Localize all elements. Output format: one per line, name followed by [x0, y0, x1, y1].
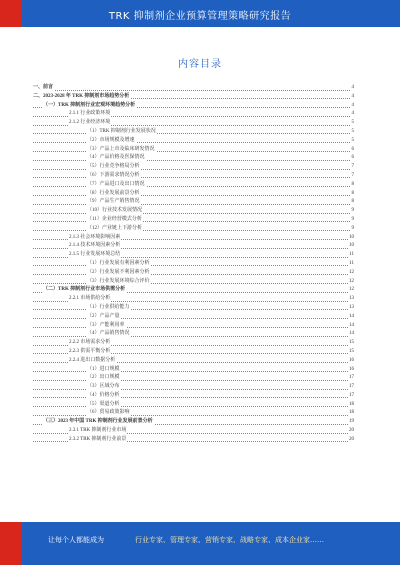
toc-entry-label: （2）产品产量	[87, 313, 121, 322]
toc-entry[interactable]	[33, 146, 354, 155]
toc-entry[interactable]	[33, 93, 354, 102]
toc-leader-dots	[33, 318, 354, 319]
toc-entry[interactable]	[33, 119, 354, 128]
toc-entry-page: 16	[348, 366, 354, 375]
toc-entry[interactable]	[33, 154, 354, 163]
toc-entry-label: （6）下游需求情况分析	[87, 172, 141, 181]
toc-leader-dots	[33, 177, 354, 178]
toc-entry-label: 2.1.1 行业政策环境	[69, 110, 111, 119]
toc-entry-label: 2.2.4 进出口数据分析	[69, 357, 116, 366]
toc-entry-label: （6）贸易政策影响	[87, 409, 131, 418]
toc-entry[interactable]	[33, 181, 354, 190]
toc-entry-page: 14	[348, 313, 354, 322]
toc-entry-page: 20	[348, 436, 354, 445]
toc-entry[interactable]	[33, 225, 354, 234]
toc-entry[interactable]	[33, 216, 354, 225]
toc-entry[interactable]	[33, 172, 354, 181]
toc-entry[interactable]	[33, 366, 354, 375]
toc-entry[interactable]	[33, 339, 354, 348]
toc-entry[interactable]	[33, 207, 354, 216]
toc-entry-label: （一）TRK 抑制剂行业宏观环境趋势分析	[43, 102, 136, 111]
toc-entry-label: （4）产品价格及医保情况	[87, 154, 146, 163]
toc-entry[interactable]	[33, 260, 354, 269]
toc-entry[interactable]	[33, 330, 354, 339]
report-title: TRK 抑制剂企业预算管理策略研究报告	[108, 11, 292, 22]
toc-leader-dots	[33, 186, 354, 187]
toc-leader-dots	[33, 221, 354, 222]
toc-entry-page: 10	[348, 234, 354, 243]
toc-entry[interactable]	[33, 190, 354, 199]
toc-entry[interactable]	[33, 374, 354, 383]
toc-entry[interactable]	[33, 357, 354, 366]
toc-entry[interactable]	[33, 110, 354, 119]
toc-entry[interactable]	[33, 278, 354, 287]
toc-leader-dots	[33, 151, 354, 152]
toc-leader-dots	[33, 406, 354, 407]
toc-entry-page: 7	[351, 163, 355, 172]
header-bar	[0, 0, 400, 27]
toc-entry-page: 14	[348, 330, 354, 339]
toc-entry-page: 6	[351, 146, 355, 155]
footer-bar	[0, 522, 400, 565]
toc-entry-label: （4）价格分析	[87, 392, 121, 401]
toc-entry-page: 18	[348, 409, 354, 418]
toc-entry-label: （5）行业竞争格局分析	[87, 163, 141, 172]
toc-entry-page: 11	[348, 260, 354, 269]
toc-entry-page: 18	[348, 401, 354, 410]
toc-entry-label: （10）行业技术发展情况	[87, 207, 143, 216]
toc-entry[interactable]	[33, 102, 354, 111]
toc-entry[interactable]	[33, 436, 354, 445]
toc-entry-label: （三）2023 年中国 TRK 抑制剂行业发展前景分析	[43, 418, 154, 427]
toc-entry-page: 16	[348, 357, 354, 366]
toc-entry-page: 8	[351, 181, 355, 190]
toc-entry-label: 2.1.3 社会环境影响因素	[69, 234, 121, 243]
toc-entry[interactable]	[33, 304, 354, 313]
toc-entry[interactable]	[33, 234, 354, 243]
toc-entry[interactable]	[33, 84, 354, 93]
toc-leader-dots	[33, 142, 354, 143]
toc-entry-label: （1）行业供给能力	[87, 304, 131, 313]
toc-entry-label: （9）产品生产销售情况	[87, 198, 141, 207]
toc-entry-label: （7）产品进口及出口情况	[87, 181, 146, 190]
toc-entry-label: （2）出口规模	[87, 374, 121, 383]
toc-leader-dots	[33, 371, 354, 372]
toc-entry-label: 一、前言	[33, 84, 54, 93]
toc-entry-page: 15	[348, 339, 354, 348]
toc-leader-dots	[33, 309, 354, 310]
toc-entry-label: （3）行业发展环境综合评价	[87, 278, 151, 287]
toc-leader-dots	[33, 415, 354, 416]
footer-accent	[0, 522, 22, 565]
toc-entry[interactable]	[33, 198, 354, 207]
toc-entry[interactable]	[33, 401, 354, 410]
toc-entry-page: 14	[348, 322, 354, 331]
toc-entry-label: 2.2.3 供需平衡分析	[69, 348, 111, 357]
toc-entry[interactable]	[33, 286, 354, 295]
toc-entry-page: 17	[348, 383, 354, 392]
toc-entry[interactable]	[33, 269, 354, 278]
toc-entry[interactable]	[33, 163, 354, 172]
toc-entry-page: 6	[351, 154, 355, 163]
toc-entry-label: （1）行业发展有利因素分析	[87, 260, 151, 269]
toc-entry-page: 9	[351, 216, 355, 225]
toc-entry-page: 5	[351, 119, 355, 128]
toc-entry-page: 7	[351, 172, 355, 181]
toc-heading: 内容目录	[178, 59, 222, 70]
toc-leader-dots	[33, 389, 354, 390]
toc-entry-page: 10	[348, 242, 354, 251]
toc-entry-page: 4	[351, 93, 355, 102]
toc-entry-page: 9	[351, 225, 355, 234]
toc-leader-dots	[33, 213, 354, 214]
toc-leader-dots	[33, 169, 354, 170]
toc-entry-label: （11）企业经营模式分析	[87, 216, 143, 225]
toc-entry[interactable]	[33, 427, 354, 436]
toc-entry[interactable]	[33, 383, 354, 392]
toc-entry-label: （二）TRK 抑制剂行业市场供需分析	[43, 286, 126, 295]
toc-entry-label: 2.1.5 行业发展环境总结	[69, 251, 121, 260]
toc-leader-dots	[33, 230, 354, 231]
toc-entry-page: 5	[351, 128, 355, 137]
toc-entry[interactable]	[33, 251, 354, 260]
toc-leader-dots	[33, 133, 354, 134]
toc-entry-page: 13	[348, 295, 354, 304]
toc-leader-dots	[33, 265, 354, 266]
toc-entry-label: （4）产品销售情况	[87, 330, 131, 339]
toc-entry-label: （3）区域分布	[87, 383, 121, 392]
toc-entry-page: 5	[351, 137, 355, 146]
toc-entry-label: 2.3.2 TRK 抑制剂行业前景	[69, 436, 127, 445]
toc-entry[interactable]	[33, 137, 354, 146]
toc-entry-label: （2）市场规模及增速	[87, 137, 136, 146]
toc-leader-dots	[33, 195, 354, 196]
toc-entry-page: 12	[348, 278, 354, 287]
toc-entry-label: 2.2.1 市场供给分析	[69, 295, 111, 304]
toc-entry-label: （8）行业发展前景分析	[87, 190, 141, 199]
toc-entry-label: 2.1.4 技术环境因素分析	[69, 242, 121, 251]
toc-entry-label: 2.1.2 行业经济环境	[69, 119, 111, 128]
toc-entry-label: （3）产能利用率	[87, 322, 126, 331]
toc-entry-page: 9	[351, 207, 355, 216]
toc-entry-label: 2.3.1 TRK 抑制剂行业市场	[69, 427, 127, 436]
toc-entry-page: 17	[348, 392, 354, 401]
toc-leader-dots	[33, 336, 354, 337]
toc-entry-label: （2）行业发展不利因素分析	[87, 269, 151, 278]
toc-leader-dots	[33, 283, 354, 284]
toc-leader-dots	[33, 90, 354, 91]
toc-leader-dots	[33, 380, 354, 381]
table-of-contents	[33, 84, 354, 445]
toc-entry-page: 17	[348, 374, 354, 383]
toc-entry[interactable]	[33, 242, 354, 251]
toc-entry-page: 13	[348, 304, 354, 313]
toc-entry[interactable]	[33, 348, 354, 357]
toc-entry-page: 20	[348, 427, 354, 436]
toc-entry-label: 2.2.2 市场需求分析	[69, 339, 111, 348]
toc-entry[interactable]	[33, 128, 354, 137]
toc-entry[interactable]	[33, 392, 354, 401]
toc-leader-dots	[33, 204, 354, 205]
toc-entry-page: 4	[351, 102, 355, 111]
toc-entry-page: 8	[351, 198, 355, 207]
toc-entry-label: （1）进口规模	[87, 366, 121, 375]
toc-entry-page: 12	[348, 269, 354, 278]
toc-entry-page: 4	[351, 110, 355, 119]
toc-leader-dots	[33, 327, 354, 328]
footer-roles: 行业专家、管理专家、营销专家、战略专家、成本企业家……	[135, 536, 324, 544]
toc-entry-page: 4	[351, 84, 355, 93]
toc-entry[interactable]	[33, 313, 354, 322]
toc-leader-dots	[33, 160, 354, 161]
toc-entry-page: 19	[348, 418, 354, 427]
toc-entry-label: 二、2023-2028 年 TRK 抑制剂市场趋势分析	[33, 93, 130, 102]
toc-entry-page: 12	[348, 286, 354, 295]
toc-entry-label: （12）产业链上下游分析	[87, 225, 143, 234]
toc-entry-label: （1）TRK 抑制剂行业发展状况	[87, 128, 157, 137]
toc-leader-dots	[33, 397, 354, 398]
footer-slogan: 让每个人都能成为	[48, 536, 104, 544]
toc-leader-dots	[33, 274, 354, 275]
toc-entry[interactable]	[33, 295, 354, 304]
toc-entry-page: 11	[348, 251, 354, 260]
toc-entry-page: 15	[348, 348, 354, 357]
toc-entry-label: （3）产品上市及临床研发情况	[87, 146, 156, 155]
toc-entry[interactable]	[33, 409, 354, 418]
toc-entry-label: （5）渠道分析	[87, 401, 121, 410]
toc-entry[interactable]	[33, 322, 354, 331]
toc-entry[interactable]	[33, 418, 354, 427]
toc-entry-page: 8	[351, 190, 355, 199]
